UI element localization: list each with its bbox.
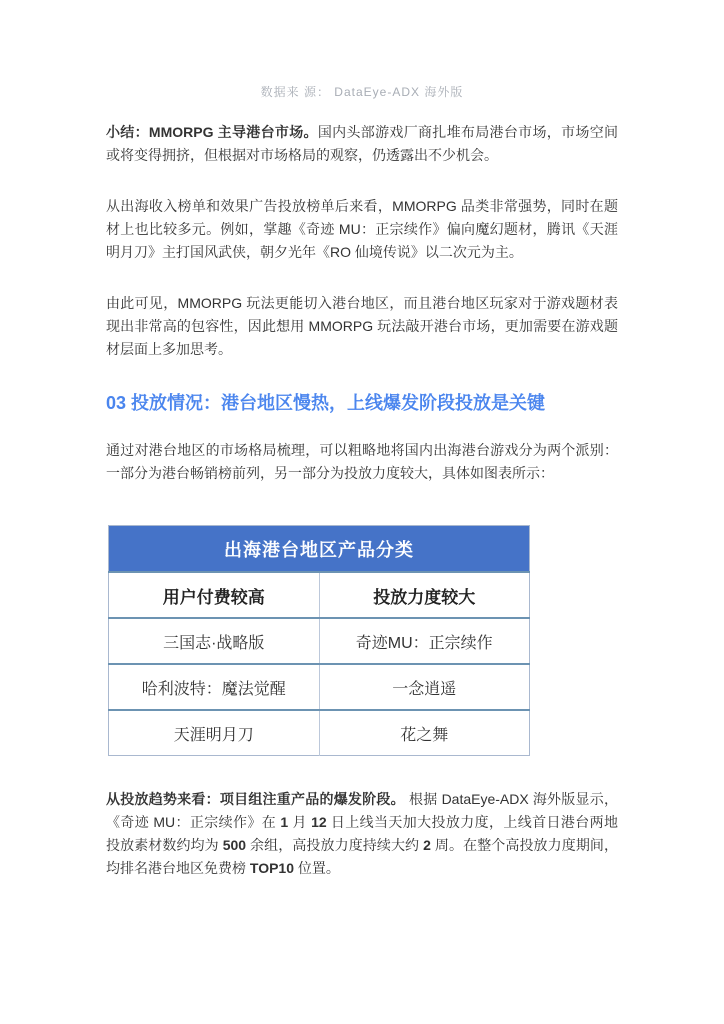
text-run-bold: 2	[423, 837, 431, 853]
table-cell: 三国志·战略版	[163, 634, 265, 652]
table-cell: 一念逍遥	[319, 664, 530, 710]
text-run-bold: 12	[311, 814, 327, 830]
text-run: 根据 DataEye-ADX 海外版显示，《奇迹 MU：正宗续作》在	[106, 791, 618, 830]
text-run: 通过对港台地区的市场格局梳理，可以粗略地将国内出海港台游戏分为两个派别：一部分为港台畅销榜前列，另一部分为投放力度较大，具体如图表所示：	[106, 442, 618, 481]
table-cell: 天涯明月刀	[173, 726, 254, 744]
text-run-bold: 小结：MMORPG 主导港台市场。	[106, 124, 318, 140]
table-cell: 奇迹MU：正宗续作	[319, 618, 530, 664]
table-row	[109, 618, 530, 664]
paragraph-genre-analysis	[106, 195, 618, 264]
text-run-bold: 500	[222, 837, 247, 853]
text-run: 由此可见，MMORPG 玩法更能切入港台地区，而且港台地区玩家对于游戏题材表现出非常高的包容性，因此想用 MMORPG 玩法敲开港台市场，更加需要在游戏题材层面上多加思考。	[106, 295, 618, 357]
text-run: 位置。	[294, 860, 340, 876]
paragraph-market-structure	[106, 439, 618, 485]
data-source-caption: 数据来 源： DataEye-ADX 海外版	[260, 85, 464, 99]
table-title-row	[109, 526, 530, 573]
text-run: 周。在整个高投放力度期间，均排名港台地区免费榜	[106, 837, 619, 876]
text-run-bold: TOP10	[249, 860, 294, 876]
text-run: 月	[288, 814, 312, 830]
table-cell: 哈利波特：魔法觉醒	[141, 680, 286, 698]
text-run-bold: 1	[280, 814, 289, 830]
text-run-bold: 从投放趋势来看：项目组注重产品的爆发阶段。	[106, 791, 405, 807]
paragraph-launch-trend	[106, 788, 618, 880]
text-run: 国内头部游戏厂商扎堆布局港台市场，市场空间或将变得拥挤，但根据对市场格局的观察，仍透露出不少机会。	[106, 124, 619, 163]
table-row	[109, 710, 530, 756]
text-run: 日上线当天加大投放力度，上线首日港台两地投放素材数约均为	[106, 814, 618, 853]
paragraph-summary	[106, 121, 618, 167]
table-row	[109, 664, 530, 710]
paragraph-conclusion	[106, 292, 618, 361]
table-column-header-adspend: 投放力度较大	[319, 572, 530, 618]
section-heading: 03 投放情况：港台地区慢热，上线爆发阶段投放是关键	[106, 393, 546, 413]
table-column-header-paying: 用户付费较高	[162, 587, 265, 607]
table-cell: 花之舞	[319, 710, 530, 756]
table-header-row	[109, 572, 530, 618]
product-classification-table	[108, 525, 530, 756]
text-run: 从出海收入榜单和效果广告投放榜单后来看，MMORPG 品类非常强势，同时在题材上也比较多元。例如，掌趣《奇迹 MU：正宗续作》偏向魔幻题材，腾讯《天涯明月刀》主打国风武侠，朝夕光年《RO 仙境传说》以二次元为主。	[106, 198, 618, 260]
text-run: 余组，高投放力度持续大约	[246, 837, 424, 853]
table-title: 出海港台地区产品分类	[109, 526, 530, 573]
